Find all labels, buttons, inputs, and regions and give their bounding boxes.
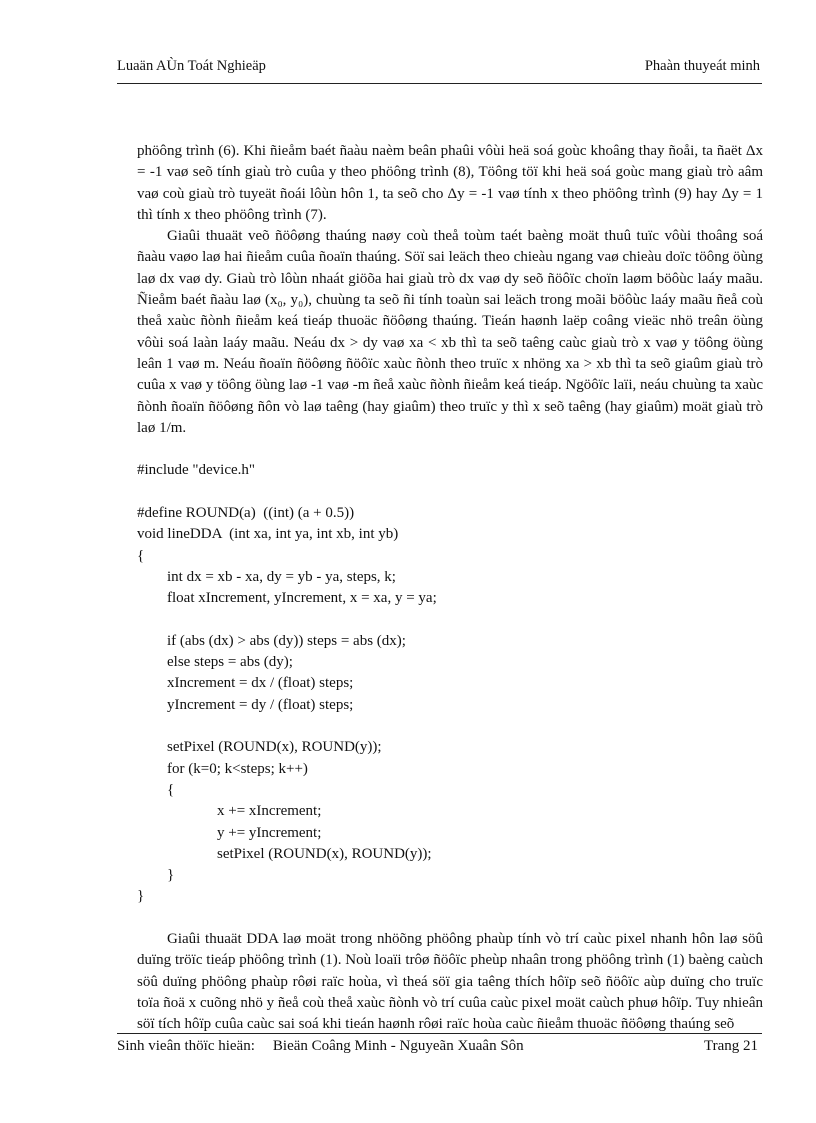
header-section-title: Phaàn thuyeát minh: [644, 58, 760, 74]
text-line: Giaûi thuaät DDA laø moät trong nhöõng phöông phaùp tính vò trí caùc pixel nhanh hôn laø söû: [167, 930, 763, 947]
footer-label: Sinh vieân thöïc hieän:: [117, 1038, 255, 1054]
code-line: else steps = abs (dy);: [167, 654, 293, 671]
page-number: Trang 21: [703, 1038, 758, 1054]
text-line: 1 thì tính x theo phöông trình (7).: [137, 185, 764, 223]
text-line: vaø coù giaù trò tuyeät ñoái lôùn hôn 1, ta seõ cho Δy = -1 vaø tính x theo phöông trình (9) hay Δy =: [137, 185, 752, 202]
code-line: for (k=0; k<steps; k++): [167, 760, 308, 777]
text-line: Neáu dx > dy vaø xa < xb thì ta seõ taêng caùc giaù trò x vaø y töông öùng leân 1 vaø m. Neáu ñoaïn ñöôøng: [137, 334, 764, 372]
code-line: {: [167, 781, 175, 798]
page-body: [137, 141, 763, 1035]
page-header: [117, 58, 762, 84]
text-line: = -1 vaø seõ tính giaù trò cuûa y theo phöông trình (8), Töông töï khi heä soá goùc mang giaù trò aâm: [137, 164, 763, 181]
code-line: setPixel (ROUND(x), ROUND(y));: [217, 845, 432, 862]
code-line: #include "device.h": [137, 462, 256, 479]
footer-names: Bieän Coâng Minh - Nguyeãn Xuaân Sôn: [272, 1038, 524, 1054]
code-line: void lineDDA (int xa, int ya, int xb, int yb): [137, 526, 399, 543]
text-line: laø hai ñieåm cuûa ñoaïn thaúng. Söï sai leäch theo chieàu ngang vaø chieàu doïc töông öùng laø dx vaø: [137, 249, 764, 287]
text-line: ñieåm keá tieáp thuoäc ñöôøng thaúng. Tieán haønh laëp coâng vieäc nhö treân öùng vôùi soá laàn laáy maãu.: [137, 313, 763, 351]
text-line: ñöôïc xaùc ñònh theo truïc x nhöng xa > xb thì ta seõ giaûm giaù trò cuûa x vaø y töông öùng laø -1 vaø: [137, 355, 764, 394]
code-line: int dx = xb - xa, dy = yb - ya, steps, k;: [167, 568, 396, 585]
code-line: [137, 482, 763, 503]
footer-authors: [117, 1038, 524, 1055]
code-line: {: [137, 547, 145, 564]
code-line: }: [167, 867, 175, 884]
header-thesis-title: Luaän AÙn Toát Nghieäp: [117, 58, 266, 74]
text-line: -m ñeå xaùc ñònh ñieåm keá tieáp. Ngöôïc laïi, neáu chuùng ta xaùc ñònh ñoaïn ñöôøng ñôn vò laø taêng (hay: [137, 377, 764, 415]
text-line: Giaûi thuaät veõ ñöôøng thaúng naøy coù theå toùm taét baèng moät thuû tuïc vôùi thoâng soá ñaàu vaøo: [137, 228, 763, 266]
code-line: x += xIncrement;: [217, 803, 322, 820]
spacer: [137, 439, 763, 460]
text-line: duïng tröïc tieáp phöông trình (1). Noù loaïi trôø ñöôïc pheùp nhaân trong phöông trình (1) baèng: [137, 952, 725, 969]
code-line: #define ROUND(a) ((int) (a + 0.5)): [137, 505, 355, 522]
page-footer: [117, 1038, 762, 1062]
algorithm-paragraph: [137, 226, 763, 439]
code-line: }: [137, 888, 145, 905]
text-line: laø (x₀, y₀), chuùng ta seõ ñi tính toaùn sai leäch trong moãi böôùc laáy maãu ñeå coù theå xaùc ñònh: [137, 292, 764, 330]
code-line: y += yIncrement;: [217, 824, 322, 841]
code-listing: [137, 460, 763, 907]
header-divider: [117, 83, 762, 84]
code-line: setPixel (ROUND(x), ROUND(y));: [167, 739, 382, 756]
intro-paragraph: [137, 141, 763, 226]
text-line: dy. Giaù trò lôùn nhaát giöõa hai giaù trò dx vaø dy seõ ñöôïc choïn laøm böôùc laáy maãu. Ñieåm baét ñaàu: [137, 270, 764, 309]
text-line: nhieân söï tích hôïp cuûa caùc sai soá khi tieán haønh rôøi raïc hoùa caùc ñieåm thuoäc ñöôøng thaúng seõ: [137, 994, 763, 1033]
text-line: phöông trình (6). Khi ñieåm baét ñaàu naèm beân phaûi vôùi heä soá goùc khoâng thay ñoåi, ta ñaët Δx: [137, 143, 763, 159]
code-line: xIncrement = dx / (float) steps;: [167, 675, 354, 692]
closing-paragraph: [137, 929, 763, 1035]
code-line: if (abs (dx) > abs (dy)) steps = abs (dx);: [167, 632, 406, 649]
text-line: giaûm) theo truïc y thì x seõ taêng (hay giaûm) moät giaù trò laø 1/m.: [137, 398, 764, 436]
spacer: [137, 908, 763, 929]
code-line: yIncrement = dy / (float) steps;: [167, 696, 354, 713]
text-line: truïc toïa ñoä x cuõng nhö y ñeå coù theå xaùc ñònh vò trí cuûa caùc pixel moät caùch phuø hôïp. Tuy: [137, 973, 764, 1011]
footer-divider: [117, 1033, 762, 1034]
code-line: [137, 716, 763, 737]
code-line: [137, 610, 763, 631]
text-line: caùch söû duïng phöông phaùp rôøi raïc hoùa, vì theá söï gia taêng thích hôïp seõ ñöôïc aùp duïng cho: [137, 952, 763, 990]
code-line: float xIncrement, yIncrement, x = xa, y = ya;: [167, 590, 437, 607]
